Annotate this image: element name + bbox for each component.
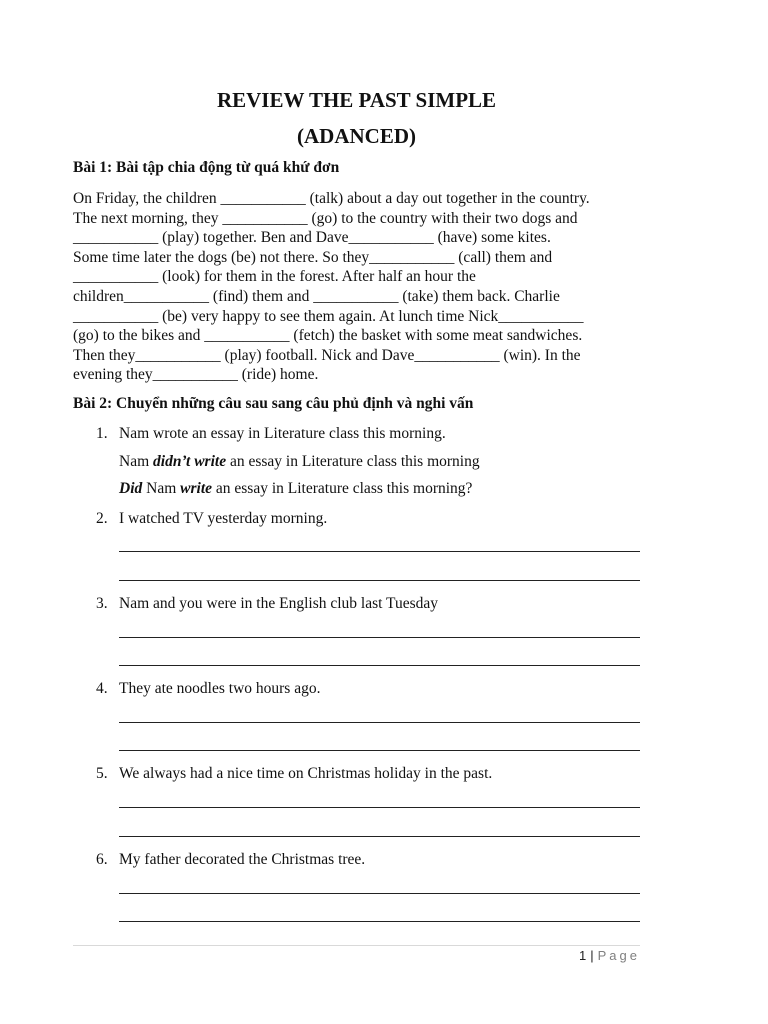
answer-line[interactable]: [119, 836, 640, 837]
paragraph-line: (go) to the bikes and ___________ (fetch) the basket with some meat sandwiches.: [73, 327, 583, 345]
answer-line[interactable]: [119, 637, 640, 638]
paragraph-line: Then they___________ (play) football. Nick and Dave___________ (win). In the: [73, 346, 581, 364]
example-emphasis: Did: [119, 480, 143, 497]
list-item: [96, 425, 446, 443]
answer-line[interactable]: [119, 551, 640, 552]
answer-line[interactable]: [119, 921, 640, 922]
example-negative: [119, 453, 480, 471]
exercise-1-heading: Bài 1: Bài tập chia động từ quá khứ đơn: [73, 159, 340, 176]
example-emphasis: write: [180, 480, 213, 497]
footer-divider: [73, 945, 640, 946]
paragraph-line: evening they___________ (ride) home.: [73, 366, 319, 384]
page-footer: [579, 948, 640, 963]
item-sentence: We always had a nice time on Christmas holiday in the past.: [119, 765, 493, 782]
item-sentence: My father decorated the Christmas tree.: [119, 851, 366, 868]
list-item: [96, 851, 365, 869]
paragraph-line: The next morning, they ___________ (go) to the country with their two dogs and: [73, 209, 578, 227]
example-question: [119, 480, 472, 498]
exercise-2-heading: Bài 2: Chuyển những câu sau sang câu phủ định và nghi vấn: [73, 395, 474, 412]
list-item: [96, 765, 492, 783]
list-item: [96, 680, 320, 698]
example-emphasis: didn’t write: [153, 453, 227, 470]
paragraph-line: children___________ (find) them and ___________ (take) them back. Charlie: [73, 287, 560, 305]
answer-line[interactable]: [119, 893, 640, 894]
page-number: 1: [579, 948, 587, 963]
paragraph-line: ___________ (look) for them in the forest. After half an hour the: [73, 268, 476, 286]
example-text: an essay in Literature class this morning: [226, 453, 480, 470]
item-number: 3.: [96, 595, 108, 612]
page-title: REVIEW THE PAST SIMPLE: [216, 88, 497, 112]
item-number: 4.: [96, 680, 108, 697]
item-sentence: Nam wrote an essay in Literature class this morning.: [119, 425, 446, 442]
example-text: Nam: [119, 453, 154, 470]
item-sentence: They ate noodles two hours ago.: [119, 680, 321, 697]
answer-line[interactable]: [119, 807, 640, 808]
item-number: 5.: [96, 765, 108, 782]
example-text: Nam: [142, 480, 181, 497]
paragraph-line: On Friday, the children ___________ (talk) about a day out together in the country.: [73, 190, 590, 207]
item-sentence: Nam and you were in the English club last Tuesday: [119, 595, 438, 612]
paragraph-line: ___________ (play) together. Ben and Dave___________ (have) some kites.: [73, 229, 551, 247]
paragraph-line: Some time later the dogs (be) not there. So they___________ (call) them and: [73, 248, 553, 266]
page-subtitle: (ADANCED): [297, 124, 416, 148]
item-number: 1.: [96, 425, 108, 442]
footer-separator: |: [590, 948, 594, 963]
list-item: [96, 510, 327, 528]
answer-line[interactable]: [119, 722, 640, 723]
answer-line[interactable]: [119, 665, 640, 666]
exercise-1-paragraph: [73, 189, 643, 385]
example-text: an essay in Literature class this morning?: [212, 480, 473, 497]
answer-line[interactable]: [119, 580, 640, 581]
paragraph-line: ___________ (be) very happy to see them again. At lunch time Nick___________: [73, 307, 584, 325]
page-label: Page: [597, 948, 640, 963]
list-item: [96, 595, 438, 613]
answer-line[interactable]: [119, 750, 640, 751]
item-number: 6.: [96, 851, 108, 868]
item-sentence: I watched TV yesterday morning.: [119, 510, 328, 527]
item-number: 2.: [96, 510, 108, 527]
